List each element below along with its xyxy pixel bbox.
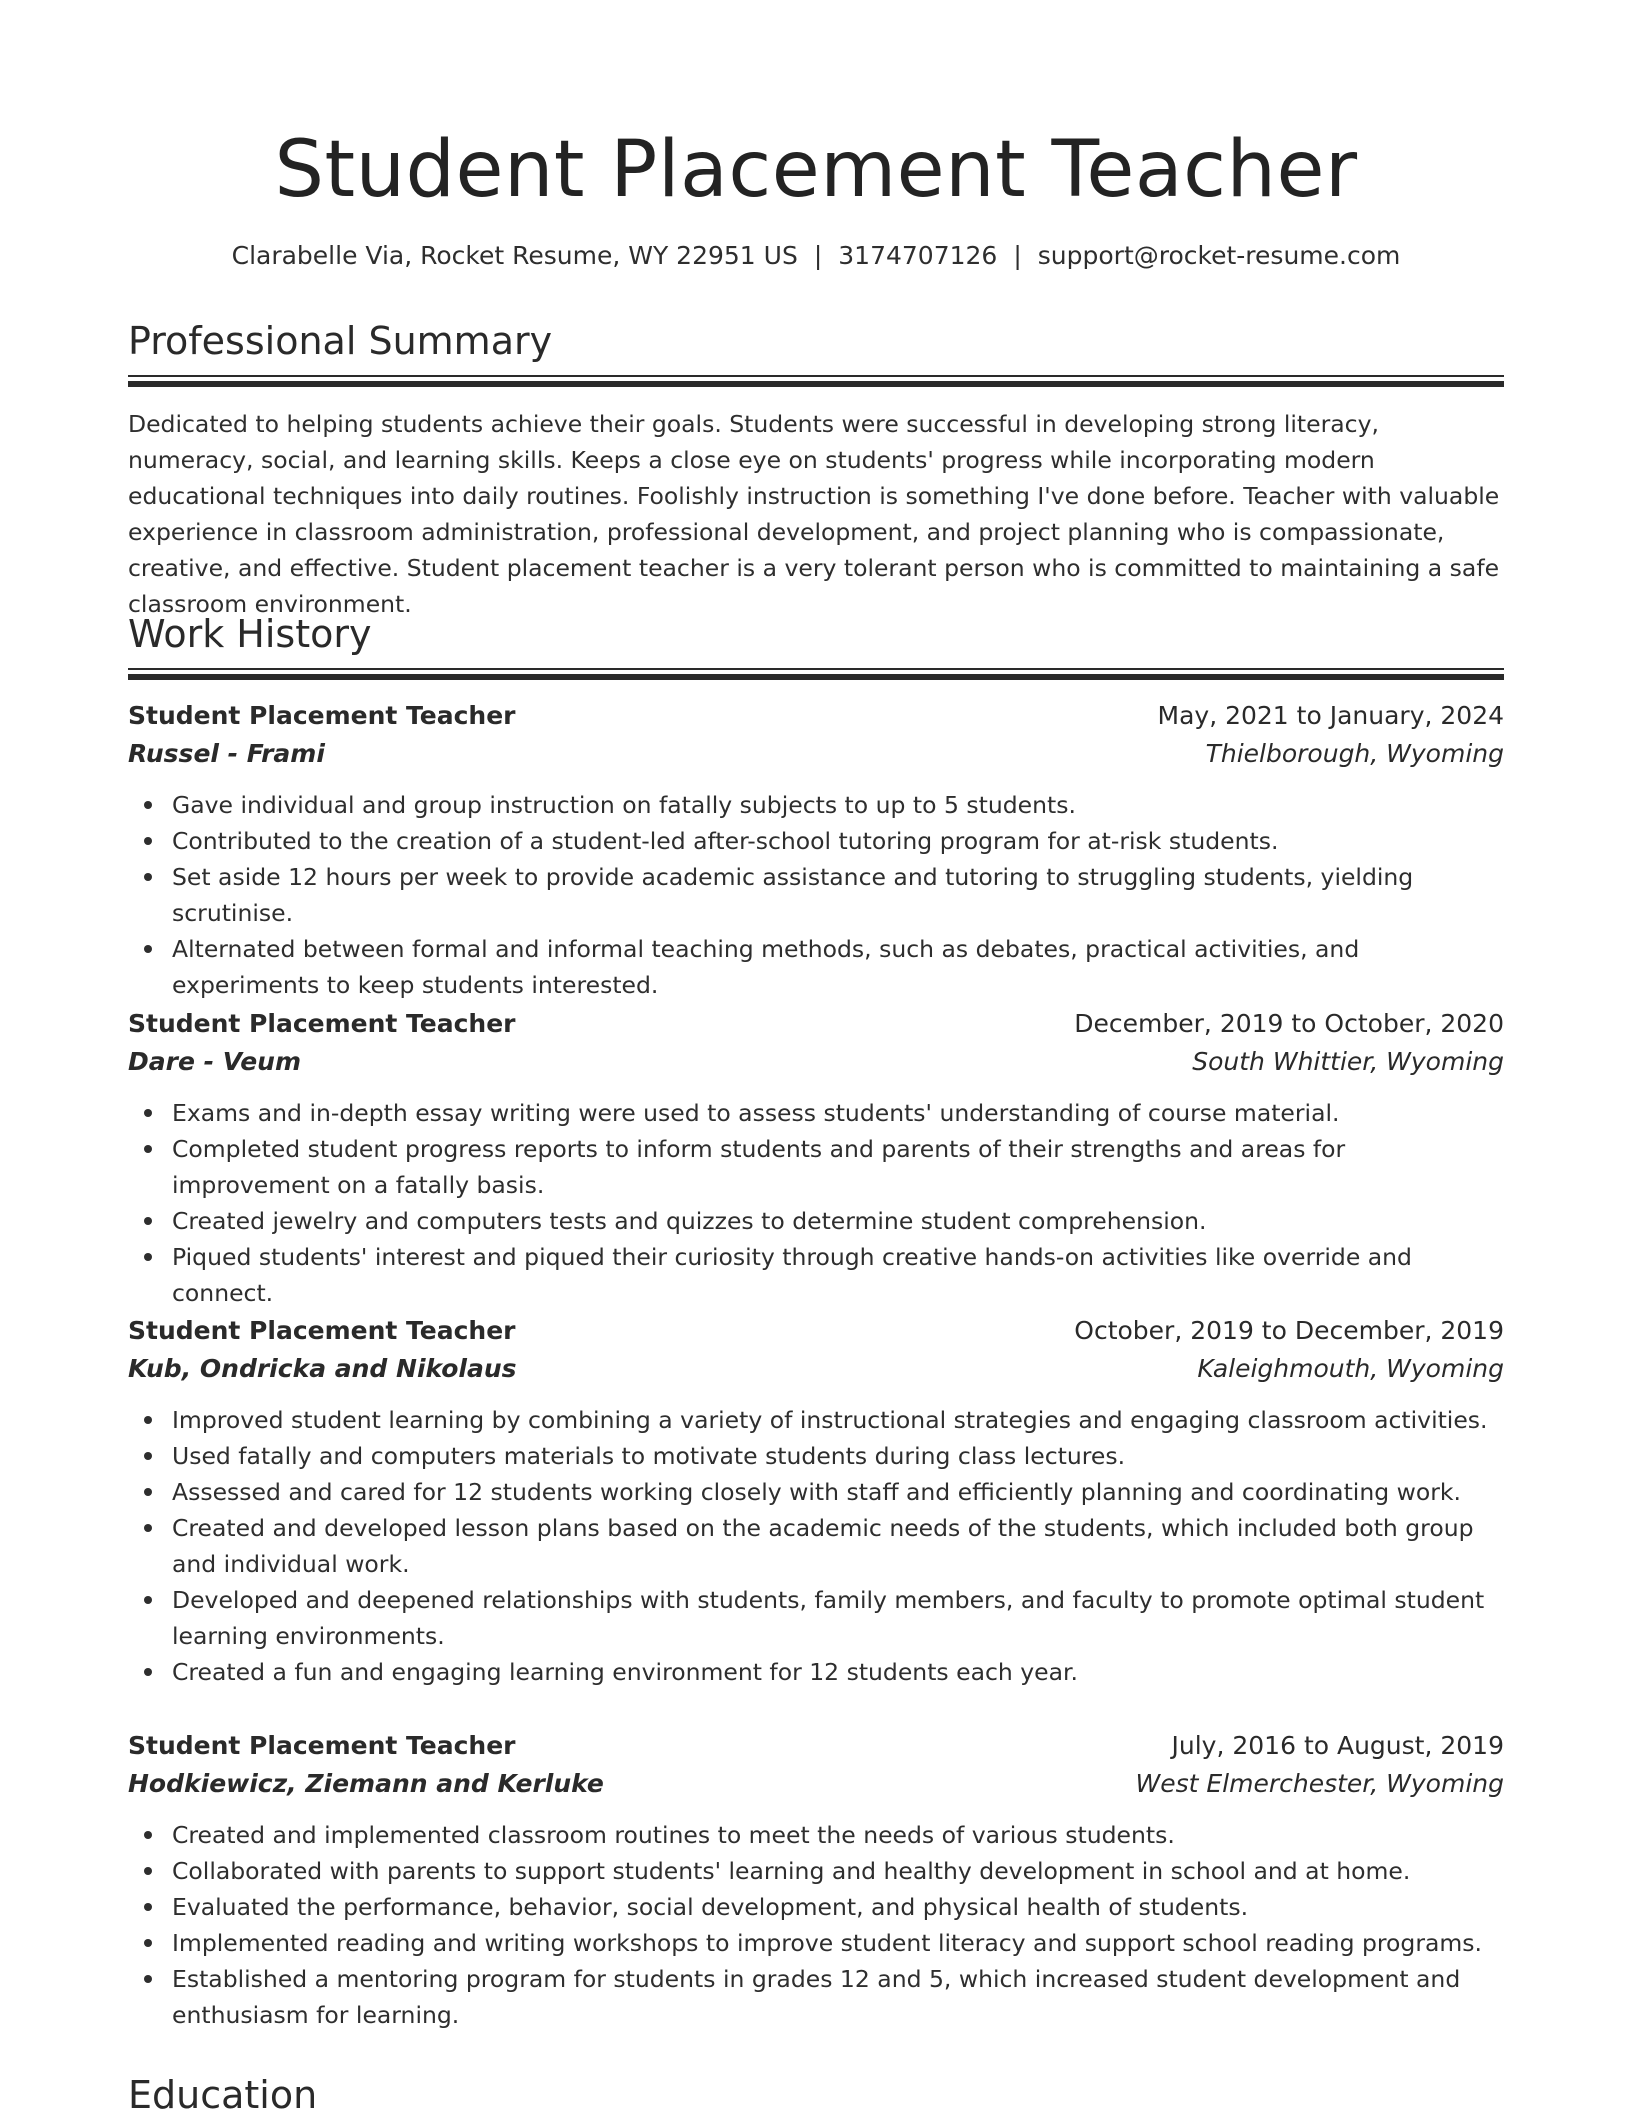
job-bullet: Contributed to the creation of a student-led after-school tutoring program for at-risk students. (172, 823, 1504, 859)
job-entry (128, 1727, 1504, 2033)
job-dates: December, 2019 to October, 2020 (1074, 1009, 1504, 1038)
job-dates: October, 2019 to December, 2019 (1074, 1316, 1504, 1345)
contact-separator: | (1013, 241, 1022, 270)
job-company: Hodkiewicz, Ziemann and Kerluke (128, 1769, 604, 1798)
job-title: Student Placement Teacher (128, 1731, 516, 1760)
job-location: South Whittier, Wyoming (1192, 1047, 1504, 1076)
job-bullet-list (128, 1095, 1504, 1311)
section-title-education: Education (128, 2073, 318, 2117)
job-entry (128, 1005, 1504, 1311)
job-bullet-list (128, 787, 1504, 1003)
job-bullet: Created and implemented classroom routines to meet the needs of various students. (172, 1817, 1504, 1853)
job-bullet: Created and developed lesson plans based on the academic needs of the students, which included both group and individual work. (172, 1510, 1504, 1582)
job-location: Kaleighmouth, Wyoming (1197, 1354, 1504, 1383)
job-header-row (128, 1312, 1504, 1350)
divider-thick-line (128, 674, 1504, 680)
job-subheader-row (128, 735, 1504, 773)
job-subheader-row (128, 1043, 1504, 1081)
job-dates: May, 2021 to January, 2024 (1157, 701, 1504, 730)
section-divider (128, 668, 1504, 680)
section-divider (128, 375, 1504, 387)
job-bullet: Completed student progress reports to inform students and parents of their strengths and areas for improvement on a fatally basis. (172, 1131, 1504, 1203)
resume-page (128, 0, 1504, 2117)
contact-separator: | (813, 241, 823, 270)
divider-thin-line (128, 375, 1504, 377)
job-bullet: Piqued students' interest and piqued their curiosity through creative hands-on activities like override and connect. (172, 1239, 1504, 1311)
job-header-row (128, 1005, 1504, 1043)
job-title: Student Placement Teacher (128, 1316, 516, 1345)
job-subheader-row (128, 1350, 1504, 1388)
contact-email: support@rocket-resume.com (1037, 241, 1401, 270)
section-title-summary: Professional Summary (128, 319, 553, 363)
section-title-work-history: Work History (128, 612, 372, 656)
job-bullet: Collaborated with parents to support students' learning and healthy development in school and at home. (172, 1853, 1504, 1889)
job-bullet: Established a mentoring program for students in grades 12 and 5, which increased student development and enthusiasm for learning. (172, 1961, 1504, 2033)
job-bullet: Assessed and cared for 12 students working closely with staff and efficiently planning and coordinating work. (172, 1474, 1504, 1510)
job-bullet: Used fatally and computers materials to motivate students during class lectures. (172, 1438, 1504, 1474)
divider-thin-line (128, 668, 1504, 670)
resume-name: Student Placement Teacher (274, 125, 1358, 215)
job-entry (128, 697, 1504, 1003)
contact-line (128, 238, 1504, 274)
job-bullet: Implemented reading and writing workshops to improve student literacy and support school reading programs. (172, 1925, 1504, 1961)
job-company: Russel - Frami (128, 739, 325, 768)
job-bullet: Gave individual and group instruction on fatally subjects to up to 5 students. (172, 787, 1504, 823)
job-bullet: Evaluated the performance, behavior, social development, and physical health of students. (172, 1889, 1504, 1925)
job-bullet-list (128, 1817, 1504, 2033)
job-title: Student Placement Teacher (128, 701, 516, 730)
contact-phone: 3174707126 (838, 241, 998, 270)
job-bullet: Exams and in-depth essay writing were used to assess students' understanding of course material. (172, 1095, 1504, 1131)
job-bullet-list (128, 1402, 1504, 1690)
job-bullet: Set aside 12 hours per week to provide academic assistance and tutoring to struggling students, yielding scrutinise. (172, 859, 1504, 931)
job-entry (128, 1312, 1504, 1690)
job-bullet: Alternated between formal and informal teaching methods, such as debates, practical activities, and experiments to keep students interested. (172, 931, 1504, 1003)
job-bullet: Developed and deepened relationships with students, family members, and faculty to promote optimal student learning environments. (172, 1582, 1504, 1654)
job-subheader-row (128, 1765, 1504, 1803)
job-company: Kub, Ondricka and Nikolaus (128, 1354, 517, 1383)
job-header-row (128, 1727, 1504, 1765)
job-bullet: Improved student learning by combining a variety of instructional strategies and engaging classroom activities. (172, 1402, 1504, 1438)
job-dates: July, 2016 to August, 2019 (1171, 1731, 1504, 1760)
job-title: Student Placement Teacher (128, 1009, 516, 1038)
job-header-row (128, 697, 1504, 735)
divider-thick-line (128, 381, 1504, 387)
job-location: West Elmerchester, Wyoming (1135, 1769, 1504, 1798)
summary-text: Dedicated to helping students achieve their goals. Students were successful in developing strong literacy, numeracy, social, and learning skills. Keeps a close eye on students' progress while incorporating modern educational techniques into daily routines. Foolishly instruction is something I've done before. Teacher with valuable experience in classroom administration, professional development, and project planning who is compassionate, creative, and effective. Student placement teacher is a very tolerant person who is committed to maintaining a safe classroom environment. (128, 410, 1500, 618)
contact-address: Clarabelle Via, Rocket Resume, WY 22951 US (231, 241, 798, 270)
job-location: Thielborough, Wyoming (1205, 739, 1504, 768)
job-bullet: Created a fun and engaging learning environment for 12 students each year. (172, 1654, 1504, 1690)
job-company: Dare - Veum (128, 1047, 302, 1076)
job-bullet: Created jewelry and computers tests and quizzes to determine student comprehension. (172, 1203, 1504, 1239)
